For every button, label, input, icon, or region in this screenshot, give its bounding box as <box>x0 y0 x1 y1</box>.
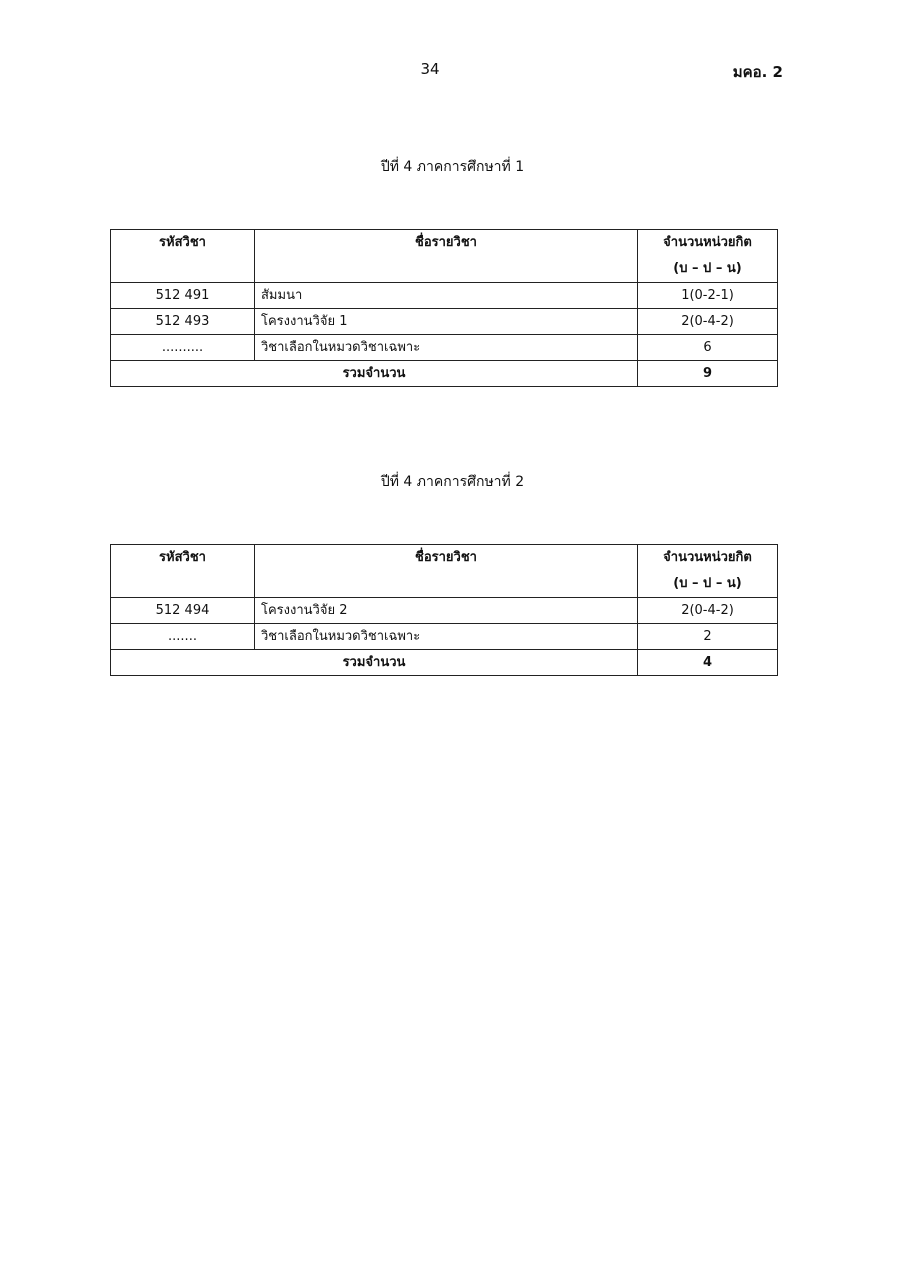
semester-1-course-table <box>110 229 778 387</box>
table-header-row <box>111 545 778 598</box>
course-credits-cell: 2(0-4-2) <box>638 598 778 624</box>
table-row <box>111 309 778 335</box>
column-header-credits <box>638 230 778 283</box>
credits-header-line2: (บ – ป – น) <box>673 576 742 591</box>
column-header-code: รหัสวิชา <box>111 230 255 283</box>
semester-1-title: ปีที่ 4 ภาคการศึกษาที่ 1 <box>380 159 525 175</box>
credits-header-line1: จำนวนหน่วยกิต <box>663 235 752 250</box>
course-credits-cell: 1(0-2-1) <box>638 283 778 309</box>
table-row <box>111 283 778 309</box>
page-number: 34 <box>420 60 440 78</box>
course-code-cell: 512 491 <box>111 283 255 309</box>
table-row <box>111 598 778 624</box>
table-header-row <box>111 230 778 283</box>
column-header-name: ชื่อรายวิชา <box>255 230 638 283</box>
credits-header-line2: (บ – ป – น) <box>673 261 742 276</box>
column-header-name: ชื่อรายวิชา <box>255 545 638 598</box>
course-code-cell: 512 494 <box>111 598 255 624</box>
document-code: มคอ. 2 <box>732 63 783 81</box>
course-code-cell: ....... <box>111 624 255 650</box>
column-header-credits <box>638 545 778 598</box>
total-row <box>111 650 778 676</box>
table-row <box>111 335 778 361</box>
semester-2-course-table <box>110 544 778 676</box>
course-name-cell: วิชาเลือกในหมวดวิชาเฉพาะ <box>255 624 638 650</box>
course-name-cell: สัมมนา <box>255 283 638 309</box>
semester-2-title: ปีที่ 4 ภาคการศึกษาที่ 2 <box>380 474 525 490</box>
table-row <box>111 624 778 650</box>
course-name-cell: โครงงานวิจัย 2 <box>255 598 638 624</box>
total-row <box>111 361 778 387</box>
course-name-cell: วิชาเลือกในหมวดวิชาเฉพาะ <box>255 335 638 361</box>
column-header-code: รหัสวิชา <box>111 545 255 598</box>
course-code-cell: .......... <box>111 335 255 361</box>
course-code-cell: 512 493 <box>111 309 255 335</box>
course-credits-cell: 2(0-4-2) <box>638 309 778 335</box>
total-label: รวมจำนวน <box>111 361 638 387</box>
total-label: รวมจำนวน <box>111 650 638 676</box>
course-credits-cell: 6 <box>638 335 778 361</box>
total-value: 4 <box>638 650 778 676</box>
total-value: 9 <box>638 361 778 387</box>
course-name-cell: โครงงานวิจัย 1 <box>255 309 638 335</box>
course-credits-cell: 2 <box>638 624 778 650</box>
credits-header-line1: จำนวนหน่วยกิต <box>663 550 752 565</box>
